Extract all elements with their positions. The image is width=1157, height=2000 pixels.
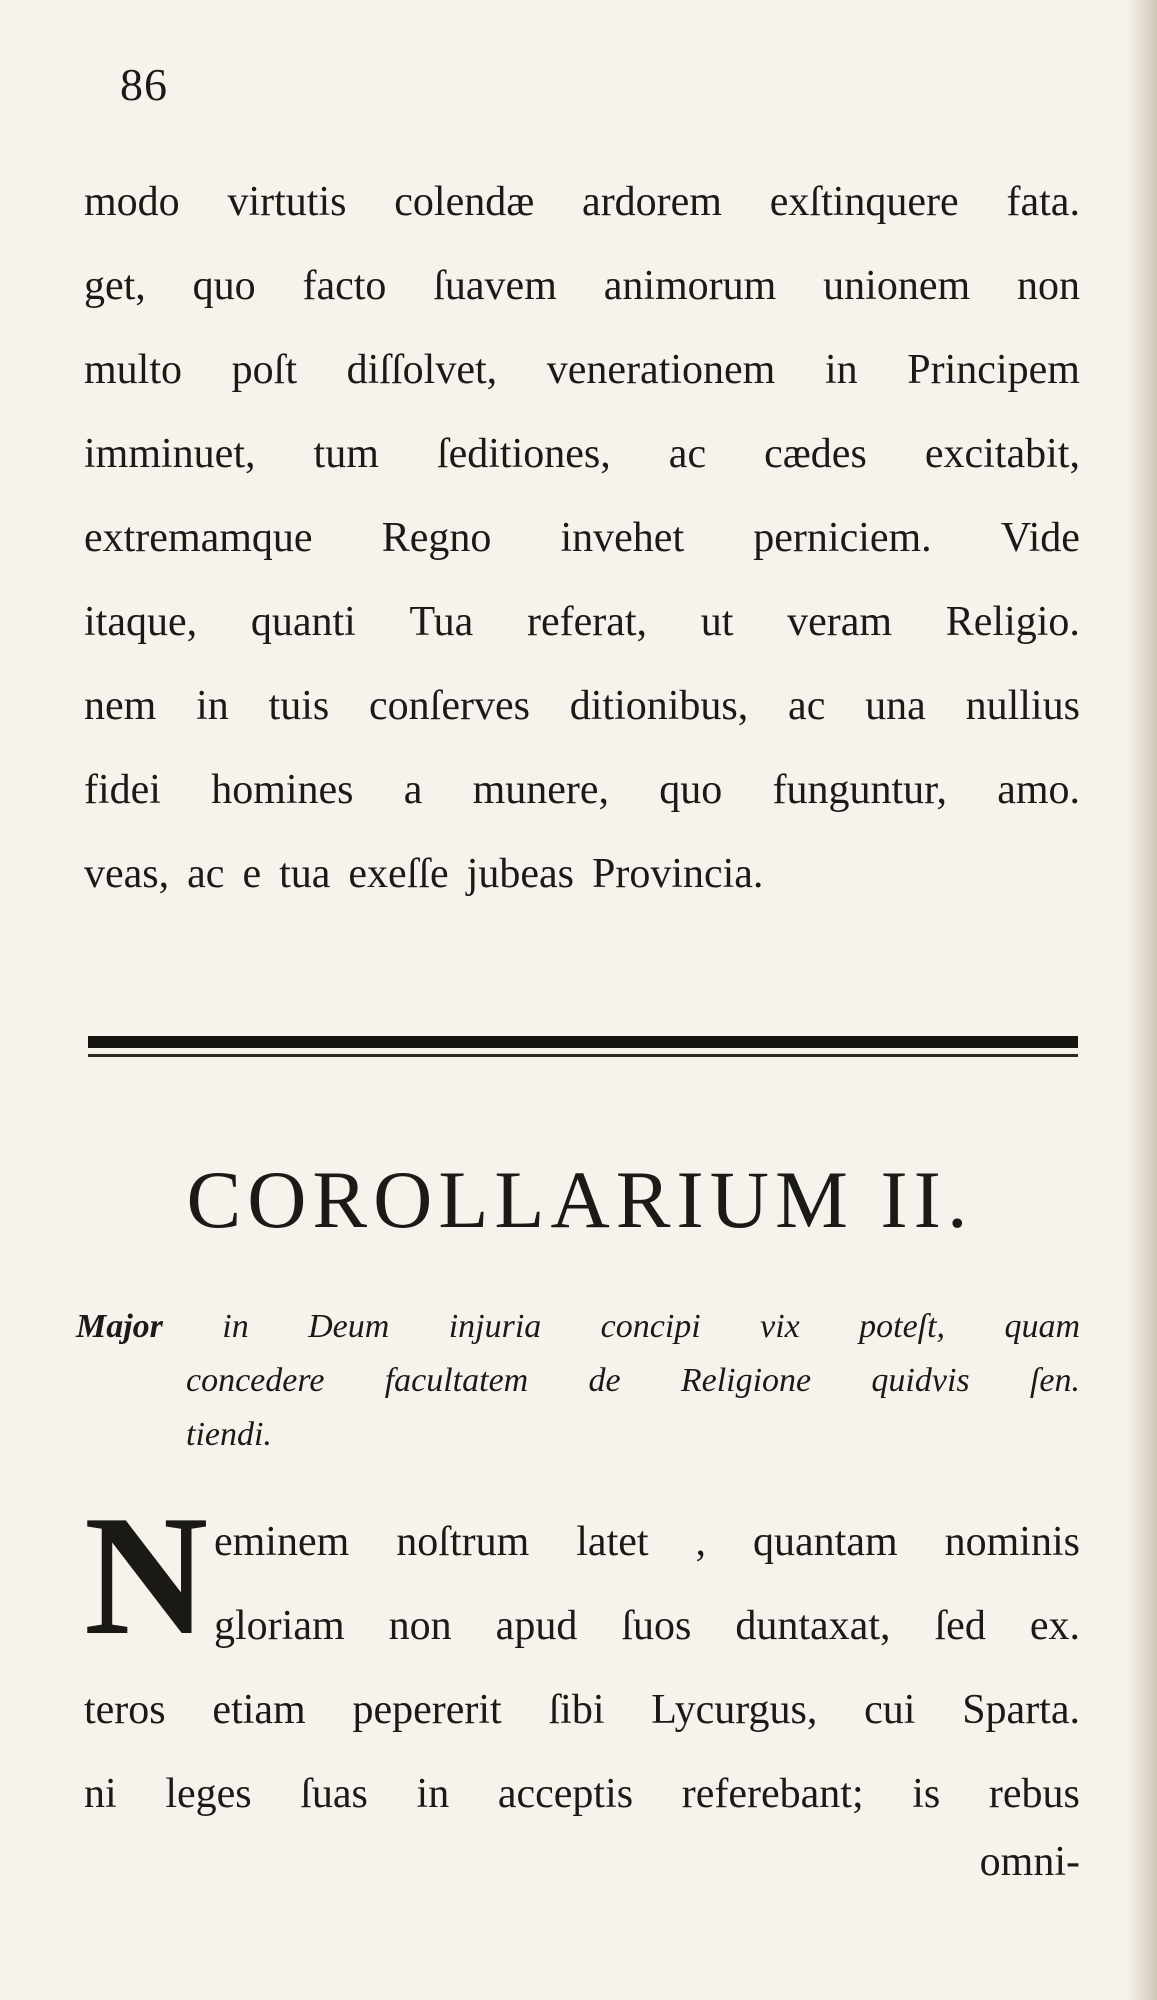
word: una: [865, 683, 926, 729]
word: eminem: [214, 1519, 350, 1565]
word: ac: [788, 683, 826, 729]
word: exſtinquere: [769, 179, 959, 225]
text-line: [84, 1584, 1080, 1668]
word: ex.: [1029, 1603, 1080, 1649]
word: itaque,: [84, 599, 198, 645]
word: nem: [84, 683, 157, 729]
word: quo: [659, 767, 723, 813]
word: Principem: [907, 347, 1080, 393]
word: ſen.: [1029, 1362, 1080, 1399]
word: Religione: [680, 1362, 812, 1399]
word: extremamque: [84, 515, 313, 561]
word: ſuavem: [433, 263, 557, 309]
text-line: [84, 580, 1080, 664]
thesis-continuation: [76, 1354, 1080, 1462]
section-divider-thin: [88, 1054, 1078, 1057]
word: vix: [760, 1308, 800, 1345]
section-divider-thick: [88, 1036, 1078, 1048]
word: tiendi.: [186, 1416, 272, 1453]
word: ardorem: [582, 179, 722, 225]
catchword: omni-: [979, 1839, 1080, 1885]
text-line: [84, 832, 1080, 916]
word: diſſolvet,: [346, 347, 498, 393]
word: de: [588, 1362, 621, 1399]
word: multo: [84, 347, 183, 393]
word: in: [222, 1308, 249, 1345]
word: rebus: [988, 1771, 1080, 1817]
word: quam: [1004, 1308, 1080, 1345]
drop-cap-initial: N: [84, 1481, 209, 1671]
word: e: [242, 851, 262, 897]
word: in: [416, 1771, 450, 1817]
text-line: [84, 748, 1080, 832]
word: tua: [279, 851, 331, 897]
word: munere,: [472, 767, 610, 813]
word: quo: [192, 263, 256, 309]
text-line: [84, 496, 1080, 580]
word: concedere: [186, 1362, 325, 1399]
word: veram: [787, 599, 893, 645]
word: Regno: [381, 515, 492, 561]
word: nullius: [965, 683, 1080, 729]
word: teros: [84, 1687, 166, 1733]
word: etiam: [212, 1687, 306, 1733]
word: Sparta.: [962, 1687, 1080, 1733]
text-line: [84, 664, 1080, 748]
word: gloriam: [214, 1603, 345, 1649]
word: cui: [864, 1687, 916, 1733]
word: noſtrum: [396, 1519, 530, 1565]
word: tum: [313, 431, 379, 477]
word: quidvis: [871, 1362, 970, 1399]
word: cædes: [764, 431, 867, 477]
word: ,: [695, 1519, 707, 1565]
page-number: 86: [120, 59, 168, 110]
word: venerationem: [546, 347, 776, 393]
word: injuria: [448, 1308, 542, 1345]
thesis-first-line: [76, 1300, 1080, 1354]
word: non: [1016, 263, 1080, 309]
word: jubeas: [466, 851, 574, 897]
text-line: [84, 1668, 1080, 1752]
word: modo: [84, 179, 180, 225]
word: fidei: [84, 767, 161, 813]
text-line: [84, 244, 1080, 328]
word: duntaxat,: [735, 1603, 891, 1649]
word: Lycurgus,: [651, 1687, 818, 1733]
word: ac: [668, 431, 707, 477]
text-line: [84, 1500, 1080, 1584]
word: latet: [576, 1519, 649, 1565]
word: referebant;: [681, 1771, 864, 1817]
word: leges: [165, 1771, 252, 1817]
text-line: [186, 1408, 1080, 1462]
word: Deum: [308, 1308, 390, 1345]
paragraph-1: [84, 160, 1080, 916]
word: quantam: [753, 1519, 898, 1565]
text-line: [84, 412, 1080, 496]
word: homines: [211, 767, 354, 813]
word: imminuet,: [84, 431, 256, 477]
word: veas,: [84, 851, 170, 897]
word: funguntur,: [772, 767, 947, 813]
word: ſuas: [300, 1771, 368, 1817]
thesis-lead-word: Major: [76, 1308, 163, 1345]
word: ſuos: [621, 1603, 692, 1649]
word: amo.: [997, 767, 1080, 813]
word: poteſt,: [859, 1308, 946, 1345]
word: is: [912, 1771, 941, 1817]
paragraph-2: [84, 1481, 1080, 1836]
word: Tua: [409, 599, 474, 645]
word: colendæ: [394, 179, 535, 225]
word: conſerves: [369, 683, 530, 729]
word: facto: [302, 263, 387, 309]
word: Vide: [1000, 515, 1080, 561]
word: ſed: [934, 1603, 986, 1649]
word: acceptis: [497, 1771, 634, 1817]
text-line: [84, 160, 1080, 244]
word: ni: [84, 1771, 117, 1817]
word: pepererit: [352, 1687, 502, 1733]
word: tuis: [268, 683, 330, 729]
word: ſibi: [548, 1687, 605, 1733]
word: animorum: [603, 263, 777, 309]
word: exeſſe: [348, 851, 449, 897]
word: get,: [84, 263, 146, 309]
word: ac: [187, 851, 225, 897]
word: nominis: [944, 1519, 1080, 1565]
word: perniciem.: [753, 515, 932, 561]
word: non: [388, 1603, 452, 1649]
word: quanti: [250, 599, 356, 645]
text-line: [84, 328, 1080, 412]
word: Religio.: [945, 599, 1080, 645]
word: unionem: [823, 263, 971, 309]
word: a: [403, 767, 423, 813]
section-title: COROLLARIUM II.: [186, 1154, 974, 1245]
text-line: [186, 1354, 1080, 1408]
page-edge-shadow: [1127, 0, 1157, 2000]
word: ſeditiones,: [436, 431, 611, 477]
word: Provincia.: [591, 851, 764, 897]
word: ditionibus,: [569, 683, 749, 729]
word: in: [824, 347, 858, 393]
word: apud: [495, 1603, 578, 1649]
word: poſt: [231, 347, 297, 393]
word: excitabit,: [924, 431, 1080, 477]
word: referat,: [527, 599, 648, 645]
word: fata.: [1006, 179, 1080, 225]
word: virtutis: [227, 179, 347, 225]
thesis-statement: [76, 1300, 1080, 1462]
word: ut: [700, 599, 734, 645]
word: facultatem: [384, 1362, 529, 1399]
word: concipi: [600, 1308, 701, 1345]
word: in: [196, 683, 229, 729]
word: invehet: [560, 515, 685, 561]
